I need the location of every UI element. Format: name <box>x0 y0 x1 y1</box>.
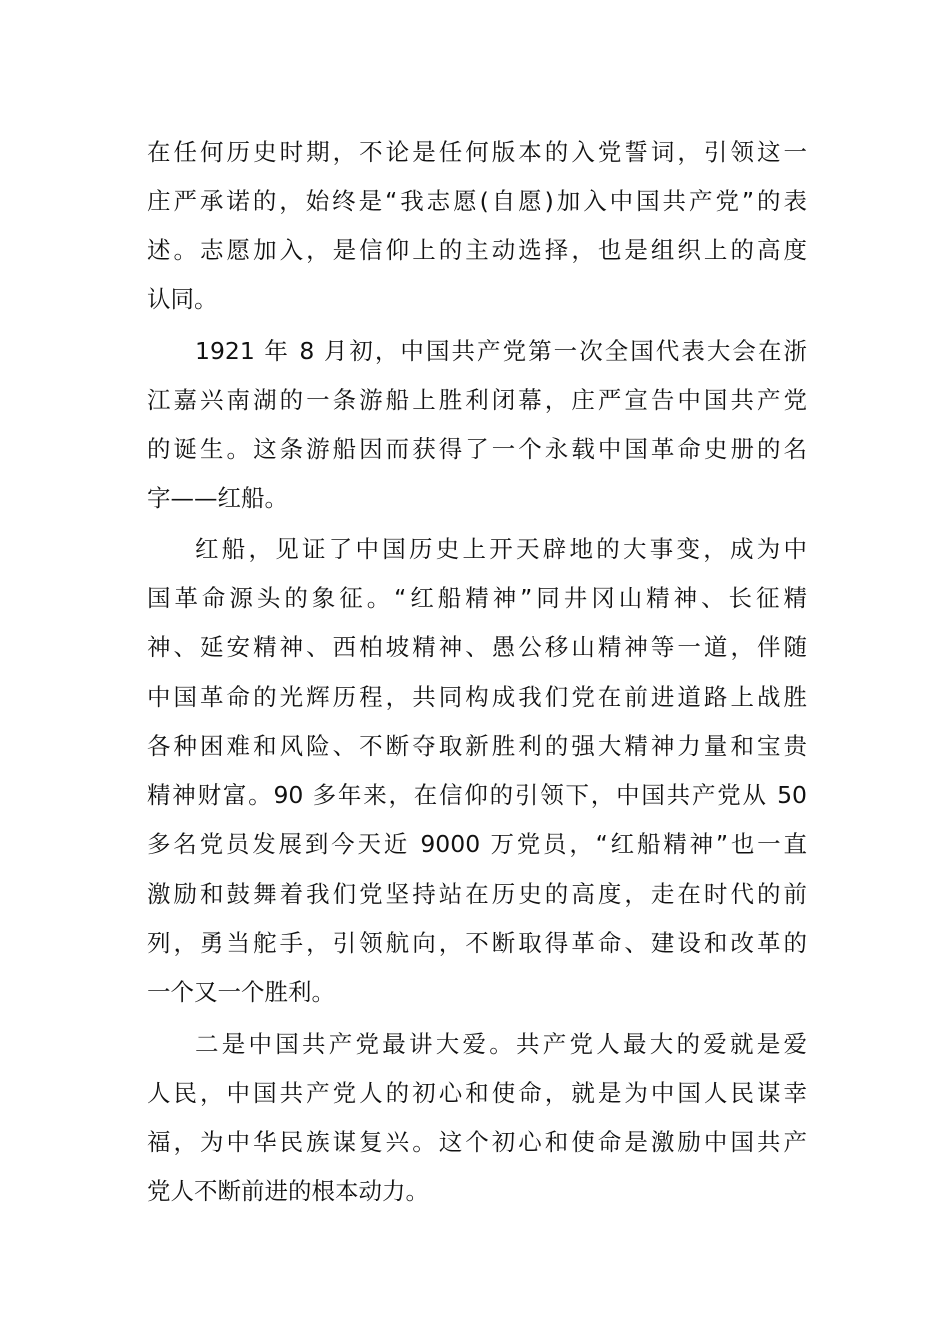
text-line: 人民，中国共产党人的初心和使命，就是为中国人民谋幸 <box>147 1079 807 1107</box>
text-line: 多名党员发展到今天近 9000 万党员，“红船精神”也一直 <box>147 830 807 858</box>
text-line: 1921 年 8 月初，中国共产党第一次全国代表大会在浙 <box>195 337 807 365</box>
text-line: 福，为中华民族谋复兴。这个初心和使命是激励中国共产 <box>147 1128 807 1156</box>
text-line: 各种困难和风险、不断夺取新胜利的强大精神力量和宝贵 <box>147 732 807 760</box>
text-line: 江嘉兴南湖的一条游船上胜利闭幕，庄严宣告中国共产党 <box>147 386 807 414</box>
text-line: 字——红船。 <box>147 484 288 512</box>
text-line: 认同。 <box>147 285 218 313</box>
text-line: 神、延安精神、西柏坡精神、愚公移山精神等一道，伴随 <box>147 633 807 661</box>
text-line: 一个又一个胜利。 <box>147 978 335 1006</box>
text-line: 的诞生。这条游船因而获得了一个永载中国革命史册的名 <box>147 435 807 463</box>
text-line: 庄严承诺的，始终是“我志愿(自愿)加入中国共产党”的表 <box>147 187 807 215</box>
text-line: 党人不断前进的根本动力。 <box>147 1177 429 1205</box>
text-line: 中国革命的光辉历程，共同构成我们党在前进道路上战胜 <box>147 683 807 711</box>
text-line: 精神财富。90 多年来，在信仰的引领下，中国共产党从 50 <box>147 781 807 809</box>
text-line: 在任何历史时期，不论是任何版本的入党誓词，引领这一 <box>147 138 807 166</box>
text-line: 红船，见证了中国历史上开天辟地的大事变，成为中 <box>195 535 807 563</box>
text-line: 二是中国共产党最讲大爱。共产党人最大的爱就是爱 <box>195 1030 807 1058</box>
text-line: 国革命源头的象征。“红船精神”同井冈山精神、长征精 <box>147 584 807 612</box>
text-line: 列，勇当舵手，引领航向，不断取得革命、建设和改革的 <box>147 929 807 957</box>
text-line: 激励和鼓舞着我们党坚持站在历史的高度，走在时代的前 <box>147 880 807 908</box>
text-line: 述。志愿加入，是信仰上的主动选择，也是组织上的高度 <box>147 236 807 264</box>
